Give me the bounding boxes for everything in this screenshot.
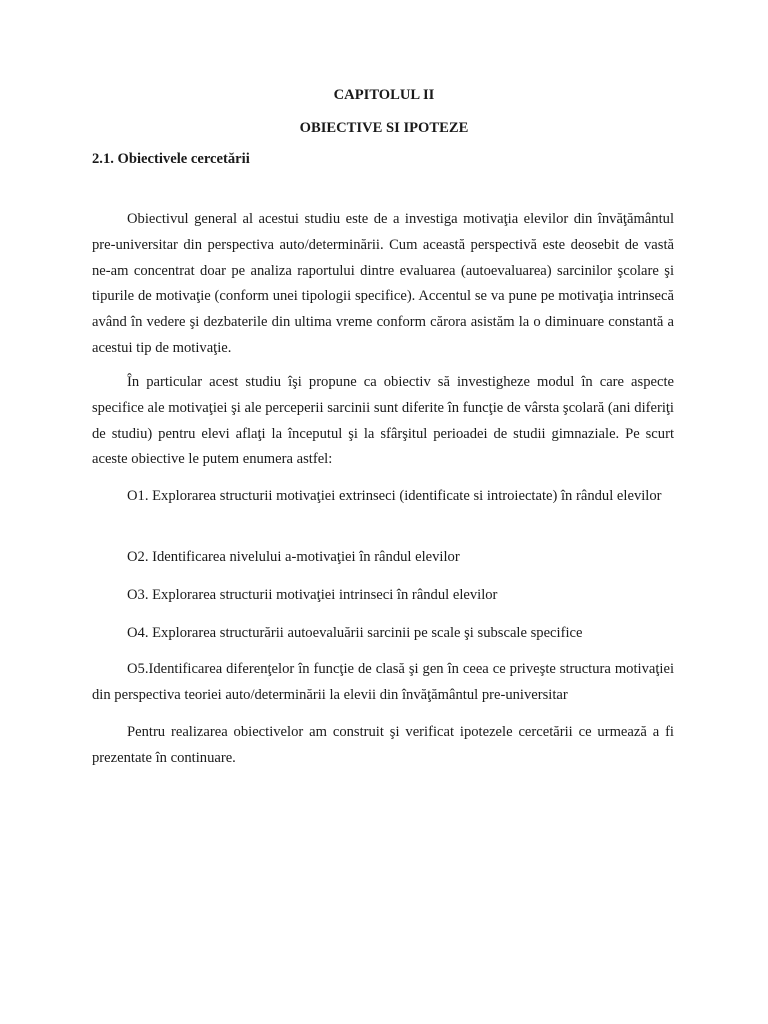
paragraph-conclusion: Pentru realizarea obiectivelor am construit şi verificat ipotezele cercetării ce urmează a fi prezentate în continuare. [92,724,674,766]
objective-o4: O4. Explorarea structurării autoevaluării sarcinii pe scale şi subscale specifice [127,625,583,641]
chapter-number: CAPITOLUL II [333,87,435,103]
objective-o3: O3. Explorarea structurii motivaţiei intrinseci în rândul elevilor [127,587,498,603]
objective-o2: O2. Identificarea nivelului a-motivaţiei în rândul elevilor [127,549,460,565]
section-heading: 2.1. Obiectivele cercetării [92,151,250,167]
objective-o5: O5.Identificarea diferenţelor în funcţie de clasă şi gen în ceea ce priveşte structura motivaţiei din perspectiva teoriei auto/determinării la elevii din învăţământul pre-universitar [92,661,674,703]
paragraph-particular-objective: În particular acest studiu îşi propune ca obiectiv să investigheze modul în care aspecte specifice ale motivaţiei şi ale perceperii sarcinii sunt diferite în funcţie de vârsta şcolară (ani diferiţi de studiu) pentru elevi aflaţi la începutul şi la sfârşitul perioadei de studii gimnaziale. Pe scurt aceste obiective le putem enumera astfel: [92,374,674,468]
objective-o1: O1. Explorarea structurii motivaţiei extrinseci (identificate si introiectate) în rândul elevilor [127,488,662,504]
paragraph-general-objective: Obiectivul general al acestui studiu este de a investiga motivaţia elevilor din învăţământul pre-universitar din perspectiva auto/determinării. Cum această perspectivă este deosebit de vastă ne-am concentrat doar pe analiza raportului dintre evaluarea (autoevaluarea) sarcinilor şcolare şi tipurile de motivaţie (conform unei tipologii specifice). Accentul se va pune pe motivaţia intrinsecă având în vedere şi dezbaterile din ultima vreme conform cărora asistăm la o diminuare constantă a acestui tip de motivaţie. [92,211,674,356]
chapter-title: OBIECTIVE SI IPOTEZE [299,120,469,136]
